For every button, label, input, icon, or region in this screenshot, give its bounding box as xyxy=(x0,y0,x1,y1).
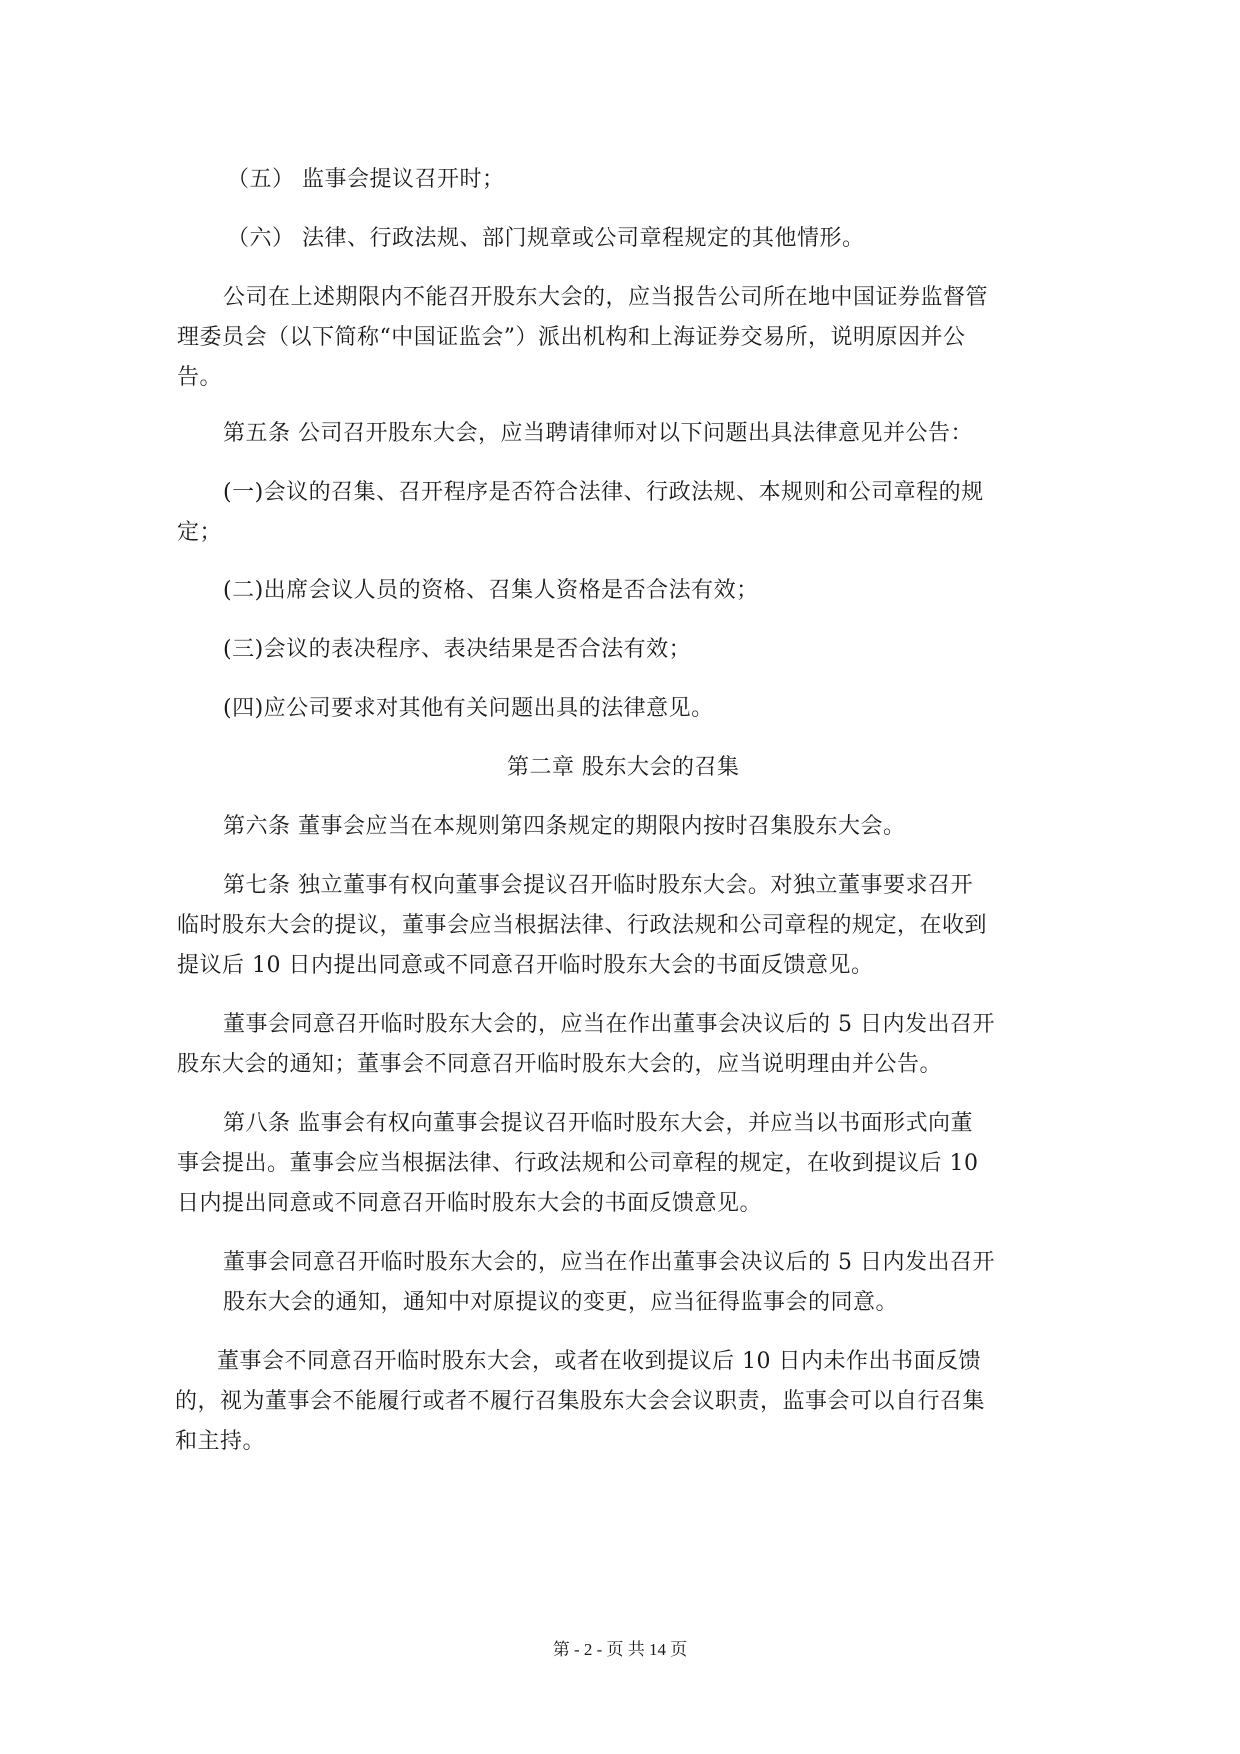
text-line: 公司在上述期限内不能召开股东大会的，应当报告公司所在地中国证券监督管 xyxy=(223,285,989,310)
text-line: (一)会议的召集、召开程序是否符合法律、行政法规、本规则和公司章程的规 xyxy=(223,480,984,505)
text-line: 第七条 独立董事有权向董事会提议召开临时股东大会。对独立董事要求召开 xyxy=(223,873,973,898)
text-line: 的，视为董事会不能履行或者不履行召集股东大会会议职责，监事会可以自行召集 xyxy=(175,1389,986,1414)
text-line: 理委员会（以下简称“中国证监会”）派出机构和上海证券交易所，说明原因并公 xyxy=(177,325,966,350)
text-line: 董事会同意召开临时股东大会的，应当在作出董事会决议后的 5 日内发出召开 xyxy=(223,1012,995,1037)
text-line: 定； xyxy=(177,520,223,545)
text-line: 临时股东大会的提议，董事会应当根据法律、行政法规和公司章程的规定，在收到 xyxy=(177,913,988,938)
text-line: 告。 xyxy=(177,365,223,390)
text-line: 日内提出同意或不同意召开临时股东大会的书面反馈意见。 xyxy=(177,1191,763,1216)
text-line: 提议后 10 日内提出同意或不同意召开临时股东大会的书面反馈意见。 xyxy=(177,953,874,978)
text-line: 股东大会的通知；董事会不同意召开临时股东大会的，应当说明理由并公告。 xyxy=(177,1052,943,1077)
article-8-paragraph-3 xyxy=(175,1342,1055,1462)
page-footer: 第 - 2 - 页 共 14 页 xyxy=(552,1640,688,1659)
report-paragraph xyxy=(177,278,1057,398)
article-5-item-3: (三)会议的表决程序、表决结果是否合法有效； xyxy=(223,637,692,662)
text-line: 事会提出。董事会应当根据法律、行政法规和公司章程的规定，在收到提议后 10 xyxy=(177,1151,979,1176)
chapter-title: 第二章 股东大会的召集 xyxy=(507,755,740,780)
article-6: 第六条 董事会应当在本规则第四条规定的期限内按时召集股东大会。 xyxy=(223,814,906,839)
article-7-paragraph-2 xyxy=(177,1005,1057,1085)
article-5: 第五条 公司召开股东大会，应当聘请律师对以下问题出具法律意见并公告： xyxy=(223,421,973,446)
article-8-paragraph-2 xyxy=(223,1243,1057,1323)
article-5-item-4: (四)应公司要求对其他有关问题出具的法律意见。 xyxy=(223,696,714,721)
item-wu: （五） 监事会提议召开时； xyxy=(227,167,505,192)
text-line: 和主持。 xyxy=(175,1429,266,1454)
text-line: 董事会同意召开临时股东大会的，应当在作出董事会决议后的 5 日内发出召开 xyxy=(223,1250,995,1275)
article-5-item-1 xyxy=(177,473,1057,553)
text-line: 第八条 监事会有权向董事会提议召开临时股东大会，并应当以书面形式向董 xyxy=(223,1111,973,1136)
item-liu: （六） 法律、行政法规、部门规章或公司章程规定的其他情形。 xyxy=(227,226,865,251)
article-5-item-2: (二)出席会议人员的资格、召集人资格是否合法有效； xyxy=(223,578,759,603)
text-line: 董事会不同意召开临时股东大会，或者在收到提议后 10 日内未作出书面反馈 xyxy=(217,1349,981,1374)
article-8 xyxy=(177,1104,1057,1224)
article-7 xyxy=(177,866,1057,986)
text-line: 股东大会的通知，通知中对原提议的变更，应当征得监事会的同意。 xyxy=(223,1290,899,1315)
